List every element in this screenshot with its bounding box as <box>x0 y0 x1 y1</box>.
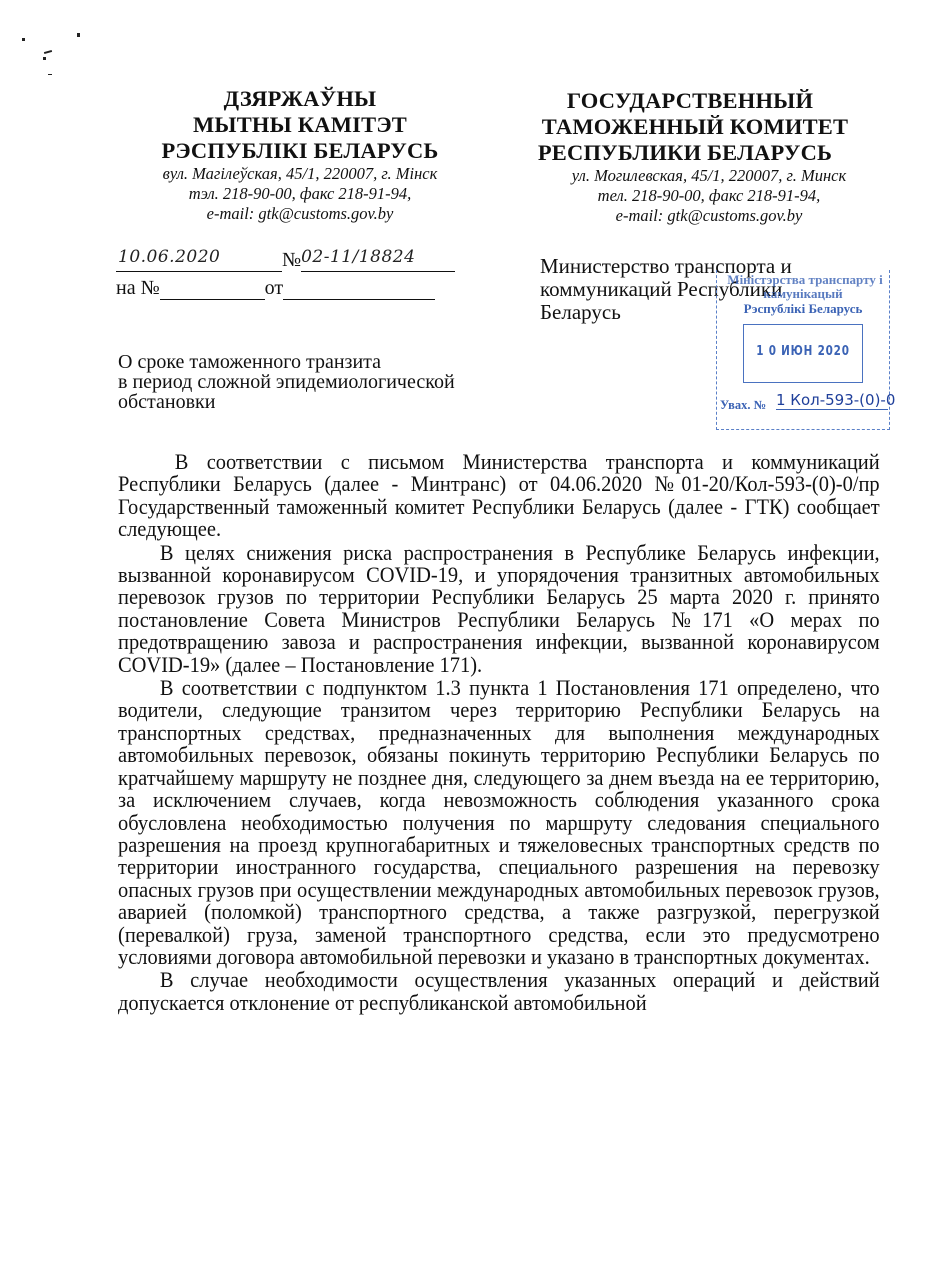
outgoing-line <box>116 248 466 272</box>
stamp-org-line: Міністэрства транспарту і <box>727 272 883 287</box>
addressee-line: Министерство транспорта и <box>540 254 792 278</box>
scan-speck <box>77 33 80 37</box>
body-paragraph: В соответствии с письмом Министерства транспорта и коммуникаций Республики Беларусь (далее - Минтранс) от 04.06.2020 №01-20/Кол-593-(0)-0/пр Государственный таможенный комитет Республики Беларусь (далее - ГТК) сообщает следующее. <box>118 449 880 542</box>
ref-date-field <box>283 277 435 300</box>
org-name-line: ДЗЯРЖАЎНЫ <box>223 86 377 111</box>
registration-block <box>116 248 466 300</box>
stamp-incoming-label: Увах. № <box>720 398 767 412</box>
stamp-org-line: камунікацый <box>763 286 843 301</box>
org-email: e-mail: gtk@customs.gov.by <box>615 206 803 225</box>
stamp-org-line: Рэспублікі Беларусь <box>743 301 863 316</box>
outgoing-date-field <box>116 249 282 272</box>
body-paragraph: В целях снижения риска распространения в Республике Беларусь инфекции, вызванной коронавирусом COVID-19, и упорядочения транзитных автомобильных перевозок грузов по территории Республики Беларусь 25 марта 2020 г. принято постановление Совета Министров Республики Беларусь №171 «О мерах по предотвращению завоза и распространения инфекции, вызванной коронавирусом COVID-19» (далее – Постановление 171). <box>118 539 880 677</box>
ref-number-field <box>160 277 265 300</box>
org-name-line: ТАМОЖЕННЫЙ КОМИТЕТ <box>541 114 849 139</box>
ref-number-label: на № <box>116 277 160 299</box>
outgoing-date-handwritten: 10.06.2020 <box>118 247 221 267</box>
org-phones: тел. 218-90-00, факс 218-91-94, <box>597 186 821 205</box>
org-name-line: МЫТНЫ КАМІТЭТ <box>193 112 407 137</box>
org-name-line: РЭСПУБЛІКІ БЕЛАРУСЬ <box>161 138 439 163</box>
incoming-stamp <box>716 270 896 430</box>
body-paragraph: В случае необходимости осуществления указанных операций и действий допускается отклонение от республиканской автомобильной <box>118 967 880 1015</box>
body-paragraph: В соответствии с подпунктом 1.3 пункта 1 Постановления 171 определено, что водители, следующие транзитом через территорию Республики Беларусь на транспортных средствах, предназначенных для выполнения международных автомобильных перевозок, обязаны покинуть территорию Республики Беларусь по кратчайшему маршруту не позднее дня, следующего за днем въезда на ее территорию, за исключением случаев, когда невозможность соблюдения указанного срока обусловлена необходимостью получения по маршруту следования специального разрешения на проезд крупногабаритных и тяжеловесных транспортных средств по территории иностранного государства, специального разрешения на перевозку опасных грузов при осуществлении международных автомобильных перевозок грузов, аварией (поломкой) транспортного средства, а также разгрузкой, перегрузкой (перевалкой) груза, заменой транспортного средства, если это предусмотрено условиями договора автомобильной перевозки и указано в транспортных документах. <box>118 675 880 969</box>
letterhead-belarusian <box>130 86 470 224</box>
scan-speck <box>43 57 46 60</box>
org-name-line: ГОСУДАРСТВЕННЫЙ <box>566 88 814 113</box>
outgoing-number-handwritten: 02-11/18824 <box>301 247 416 267</box>
org-address: ул. Могилевская, 45/1, 220007, г. Минск <box>571 166 847 185</box>
org-name-line: РЕСПУБЛИКИ БЕЛАРУСЬ <box>537 140 833 165</box>
stamp-date-box <box>743 324 863 383</box>
addressee-line: Беларусь <box>540 300 621 324</box>
subject-line: О сроке таможенного транзита <box>118 351 382 373</box>
outgoing-number-field <box>301 249 455 272</box>
letter-body <box>118 451 880 1014</box>
stamp-incoming-number: 1 Кол-593-(0)-0 <box>776 391 896 409</box>
org-address: вул. Магілеўская, 45/1, 220007, г. Мінск <box>162 164 438 183</box>
subject-line: в период сложной эпидемиологической <box>118 371 455 393</box>
ref-from-label: от <box>264 277 284 299</box>
reference-line <box>116 276 466 300</box>
number-label: № <box>282 249 302 271</box>
letter-subject <box>118 352 455 412</box>
subject-line: обстановки <box>118 391 216 413</box>
org-phones: тэл. 218-90-00, факс 218-91-94, <box>188 184 412 203</box>
org-email: e-mail: gtk@customs.gov.by <box>206 204 394 223</box>
letterhead-russian <box>520 88 870 226</box>
addressee-line: коммуникаций Республики <box>540 277 783 301</box>
scan-speck <box>22 38 25 41</box>
scan-speck <box>48 74 52 75</box>
scan-speck <box>44 50 52 54</box>
stamp-date: 1 0 ИЮН 2020 <box>756 344 850 359</box>
